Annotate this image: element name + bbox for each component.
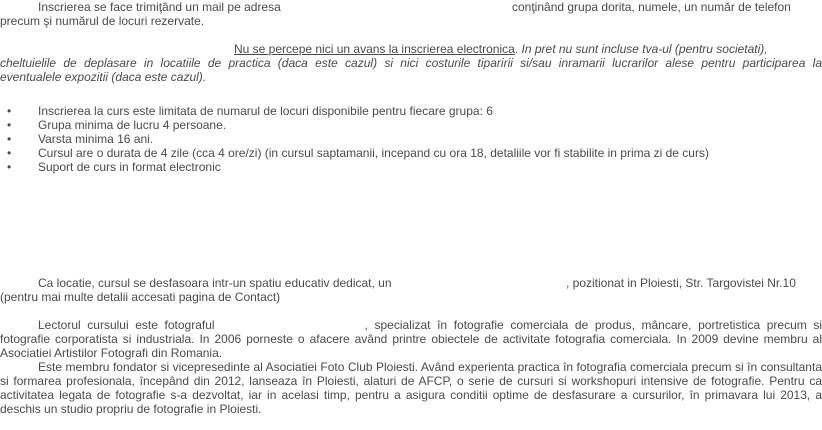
bullet-icon: • [7, 118, 12, 132]
list-item: • Suport de curs in format electronic [7, 160, 221, 174]
lecturer-text-rest: , specializat în fotografie comerciala de produs, mâncare, portretistica precum si fotografie corporatista si industriala. In 2006 porneste o afacere având printre obiectele de activitate fotografia comerciala. In 2009 devine membru al Asociatiei Artistilor Fotografi din Romania. [0, 318, 822, 360]
registration-text-start: Inscrierea se face trimiţând un mail pe adresa [38, 0, 281, 14]
course-details-list [0, 104, 709, 174]
registration-paragraph-line2: precum şi numărul de locuri rezervate. [0, 14, 205, 28]
bullet-icon: • [7, 132, 12, 146]
fees-paragraph-line2: cheltuielile de deplasare in locatiile de practica (daca este cazul) si nici costurile tiparirii si/sau inramarii lucrarilor alese pentru participarea la [0, 56, 822, 70]
lecturer-text-start: Lectorul cursului este fotograful [38, 318, 215, 332]
location-text-end: , pozitionat in Ploiesti, Str. Targovistei Nr.10 [566, 276, 796, 290]
bullet-icon: • [7, 160, 12, 174]
list-item: • Inscrierea la curs este limitata de numarul de locuri disponibile pentru fiecare grupa: 6 [7, 104, 493, 118]
bullet-icon: • [7, 146, 12, 160]
location-text-start: Ca locatie, cursul se desfasoara intr-un spatiu educativ dedicat, un [38, 276, 392, 290]
no-advance-text: Nu se percepe nici un avans la inscrierea electronica [234, 42, 515, 56]
bullet-icon: • [7, 104, 12, 118]
fees-paragraph-line3: eventualele expozitii (daca este cazul). [0, 70, 207, 84]
registration-text-end: conţinând grupa dorita, numele, un număr de telefon [512, 0, 791, 14]
location-paragraph-line2: (pentru mai multe detalii accesati pagina de Contact) [0, 290, 281, 304]
list-item: • Grupa minima de lucru 4 persoane. [7, 118, 227, 132]
list-item: • Varsta minima 16 ani. [7, 132, 154, 146]
fees-italic-text: In pret nu sunt incluse tva-ul (pentru societati), [518, 42, 768, 56]
no-advance-dot: . [514, 42, 519, 56]
lecturer-bio-paragraph: Este membru fondator si vicepresedinte al Asociatiei Foto Club Ploiesti. Având experienta practica în fotografia comerciala precum si în consultanta si formarea profesionala, începând din 2012, lanseaza în Ploiesti, alaturi de AFCP, o serie de cursuri si workshopuri intensive de fotografie. Pentru ca activitatea legata de fotografie s-a dezvoltat, iar in acelasi timp, pentru a asigura conditii optime de desfasurare a cursurilor, în primavara lui 2013, a deschis un studio propriu de fotografie in Ploiesti. [0, 360, 822, 416]
lecturer-paragraph [0, 318, 822, 360]
list-item: • Cursul are o durata de 4 zile (cca 4 ore/zi) (in cursul saptamanii, incepand cu ora 18, detaliile vor fi stabilite in prima zi de curs) [7, 146, 709, 160]
